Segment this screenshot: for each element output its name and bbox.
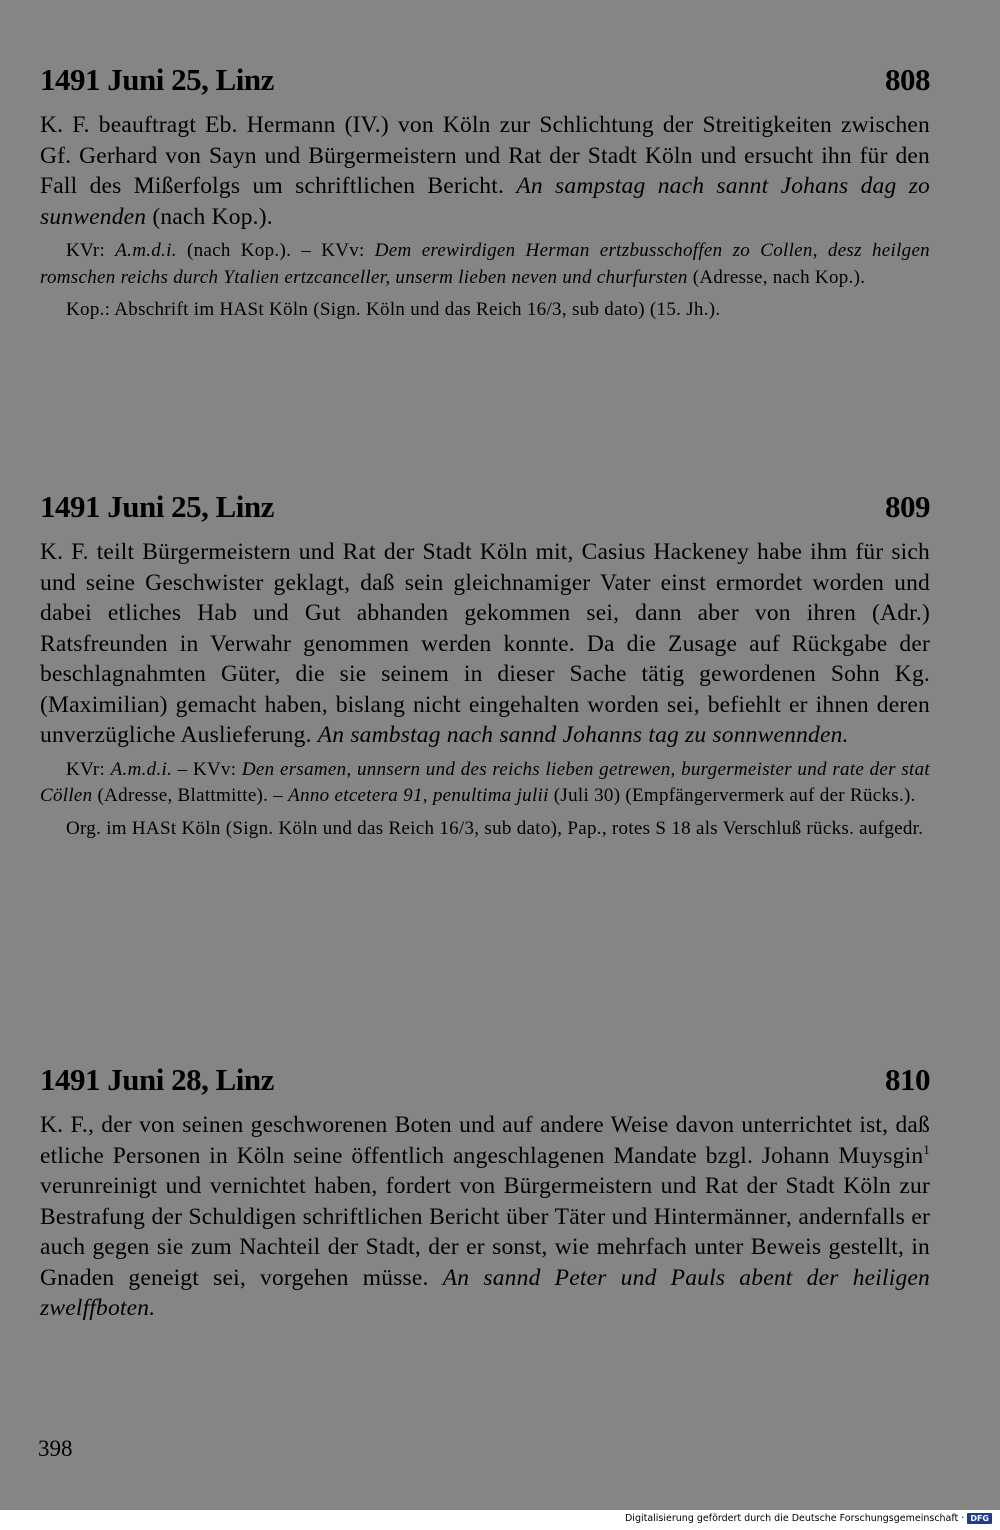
entry-date-place: 1491 Juni 28, Linz: [40, 1062, 274, 1097]
regest-entry-808: [40, 62, 930, 324]
dfg-logo-icon: DFG: [967, 1513, 992, 1524]
regest-entry-809: [40, 489, 930, 842]
entry-summary: K. F., der von seinen geschworenen Boten und auf andere Weise davon unterrichtet ist, daß etliche Personen in Köln seine öffentlich angeschlagenen Mandate bzgl. Johann Muysgin$^1$ verunreinigt und vernichtet haben, fordert von Bürgermeistern und Rat der Stadt Köln zur Bestrafung der Schuldigen schriftlichen Bericht über Täter und Hintermänner, andernfalls er auch gegen sie zum Nachteil der Stadt, der er sonst, wie mehrfach unter Beweis gestellt, in Gnaden geneigt sei, vorgehen müsse. An sannd Peter und Pauls abent der heiligen zwelffboten.: [40, 1112, 930, 1321]
entry-heading: [40, 62, 930, 98]
entry-heading: [40, 1062, 930, 1098]
entry-number: 808: [885, 62, 930, 97]
entry-number: 809: [885, 489, 930, 524]
entry-number: 810: [885, 1062, 930, 1097]
entry-date-place: 1491 Juni 25, Linz: [40, 62, 274, 97]
entry-summary: K. F. teilt Bürgermeistern und Rat der Stadt Köln mit, Casius Hackeney habe ihm für sich und seine Geschwister geklagt, daß sein gleichnamiger Vater einst ermordet worden und dabei etliches Hab und Gut abhanden gekommen sei, dann aber von ihren (Adr.) Ratsfreunden in Verwahr genommen werden konnte. Da die Zusage auf Rückgabe der beschlagnahmten Güter, die sie seinem in dieser Sache tätig gewordenen Sohn Kg. (Maximilian) gemacht haben, bislang nicht eingehalten worden sei, befiehlt er ihnen deren unverzügliche Auslieferung. An sambstag nach sannd Johanns tag zu sonnwennden.: [40, 539, 930, 748]
entry-note-kv: KVr: A.m.d.i. (nach Kop.). – KVv: Dem erewirdigen Herman ertzbusschoffen zo Collen, desz heilgen romschen reichs durch Ytalien ertzcanceller, unserm lieben neven und churfursten (Adresse, nach Kop.).: [40, 240, 930, 288]
entry-summary: K. F. beauftragt Eb. Hermann (IV.) von Köln zur Schlichtung der Streitigkeiten zwischen Gf. Gerhard von Sayn und Bürgermeistern und Rat der Stadt Köln und ersucht ihn für den Fall des Mißerfolgs um schriftlichen Bericht. An sampstag nach sannt Johans dag zo sunwenden (nach Kop.).: [40, 112, 930, 230]
regest-entry-810: [40, 1062, 930, 1324]
footnote-marker: 1: [923, 1141, 930, 1157]
footer-text: Digitalisierung gefördert durch die Deutsche Forschungsgemeinschaft ·: [624, 1513, 965, 1524]
entry-heading: [40, 489, 930, 525]
entry-date-place: 1491 Juni 25, Linz: [40, 489, 274, 524]
entry-note-source: Kop.: Abschrift im HASt Köln (Sign. Köln und das Reich 16/3, sub dato) (15. Jh.).: [66, 299, 721, 320]
entry-note-source: Org. im HASt Köln (Sign. Köln und das Reich 16/3, sub dato), Pap., rotes S 18 als Verschluß rücks. aufgedr.: [66, 817, 924, 839]
digitization-footer: [625, 1513, 992, 1524]
page-number: 398: [38, 1436, 73, 1461]
entry-note-kv: KVr: A.m.d.i. – KVv: Den ersamen, unnsern und des reichs lieben getrewen, burgermeister und rate der stat Cöllen (Adresse, Blattmitte). – Anno etcetera 91, penultima julii (Juli 30) (Empfängervermerk auf der Rücks.).: [40, 758, 931, 806]
